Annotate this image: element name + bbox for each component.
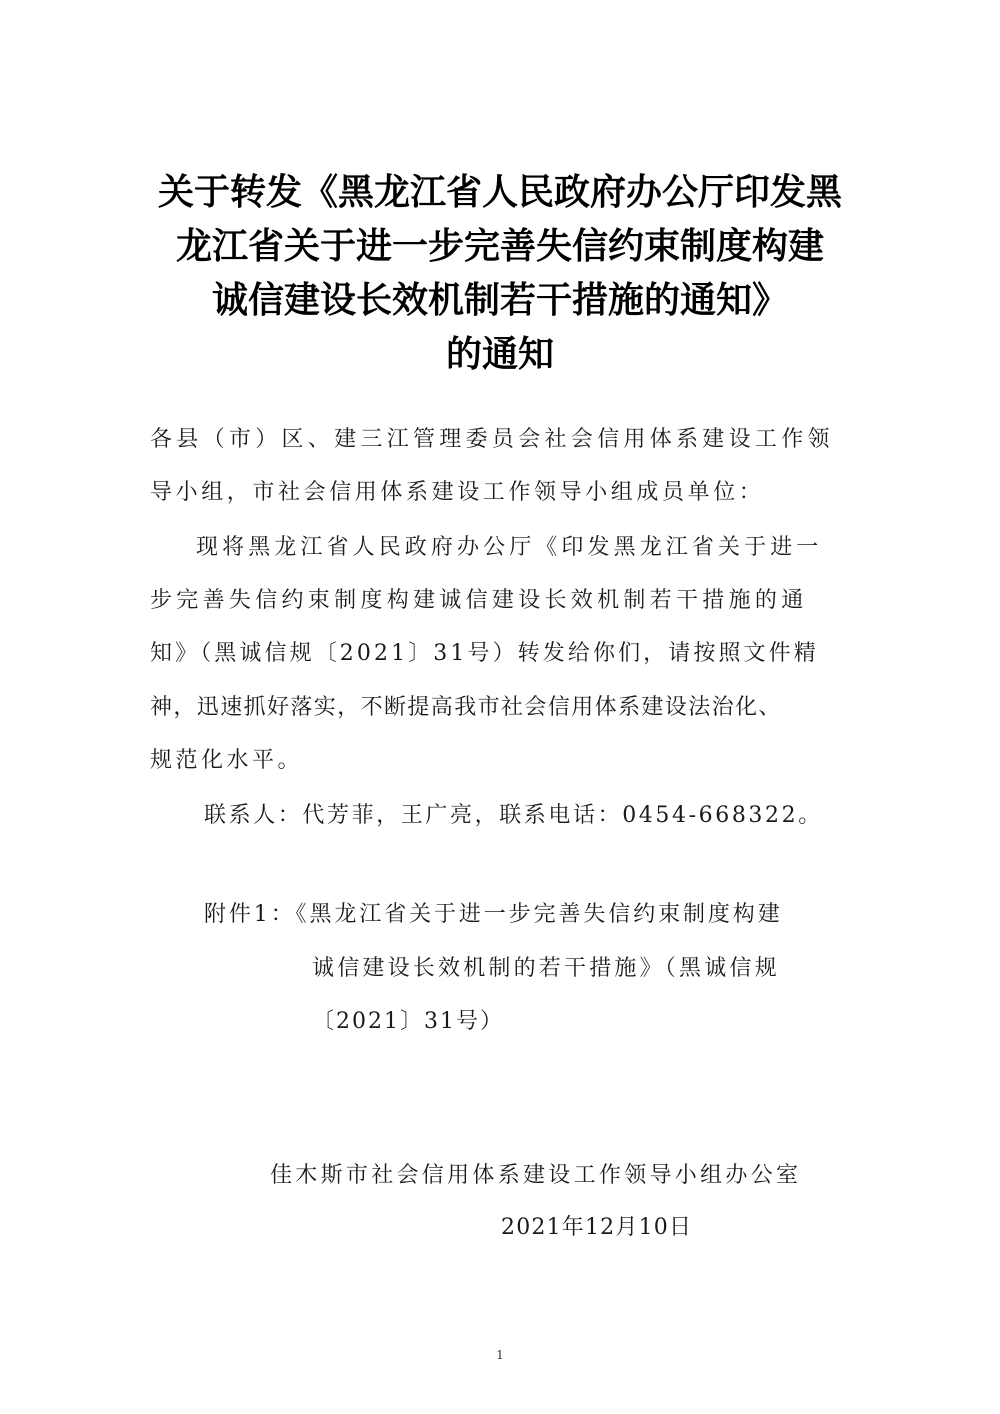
body-line-3: 知》（黑诚信规〔2021〕31号）转发给你们，请按照文件精	[150, 641, 819, 666]
document-title	[0, 166, 1000, 382]
addressee-line-2: 导小组，市社会信用体系建设工作领导小组成员单位：	[150, 480, 765, 505]
issuing-office: 佳木斯市社会信用体系建设工作领导小组办公室	[270, 1163, 802, 1188]
body-line-4: 神，迅速抓好落实，不断提高我市社会信用体系建设法治化、	[150, 695, 782, 720]
page-number: 1	[496, 1348, 504, 1362]
attachment-line-1: 附件1：《黑龙江省关于进一步完善失信约束制度构建	[204, 902, 783, 927]
addressee-line-1: 各县（市）区、建三江管理委员会社会信用体系建设工作领	[150, 427, 834, 452]
issue-date: 2021年12月10日	[501, 1215, 693, 1240]
title-line-3: 诚信建设长效机制若干措施的通知》	[211, 280, 788, 321]
attachment-line-3: 〔2021〕31号）	[312, 1009, 504, 1034]
title-line-2: 龙江省关于进一步完善失信约束制度构建	[175, 226, 824, 267]
body-line-5: 规范化水平。	[150, 748, 304, 773]
title-line-1: 关于转发《黑龙江省人民政府办公厅印发黑	[157, 172, 842, 213]
body-line-1: 现将黑龙江省人民政府办公厅《印发黑龙江省关于进一	[196, 535, 823, 560]
contact-line: 联系人：代芳菲，王广亮，联系电话：0454-668322。	[204, 803, 823, 828]
title-line-4: 的通知	[445, 334, 554, 375]
body-line-2: 步完善失信约束制度构建诚信建设长效机制若干措施的通	[150, 588, 808, 613]
attachment-line-2: 诚信建设长效机制的若干措施》（黑诚信规	[312, 956, 780, 981]
